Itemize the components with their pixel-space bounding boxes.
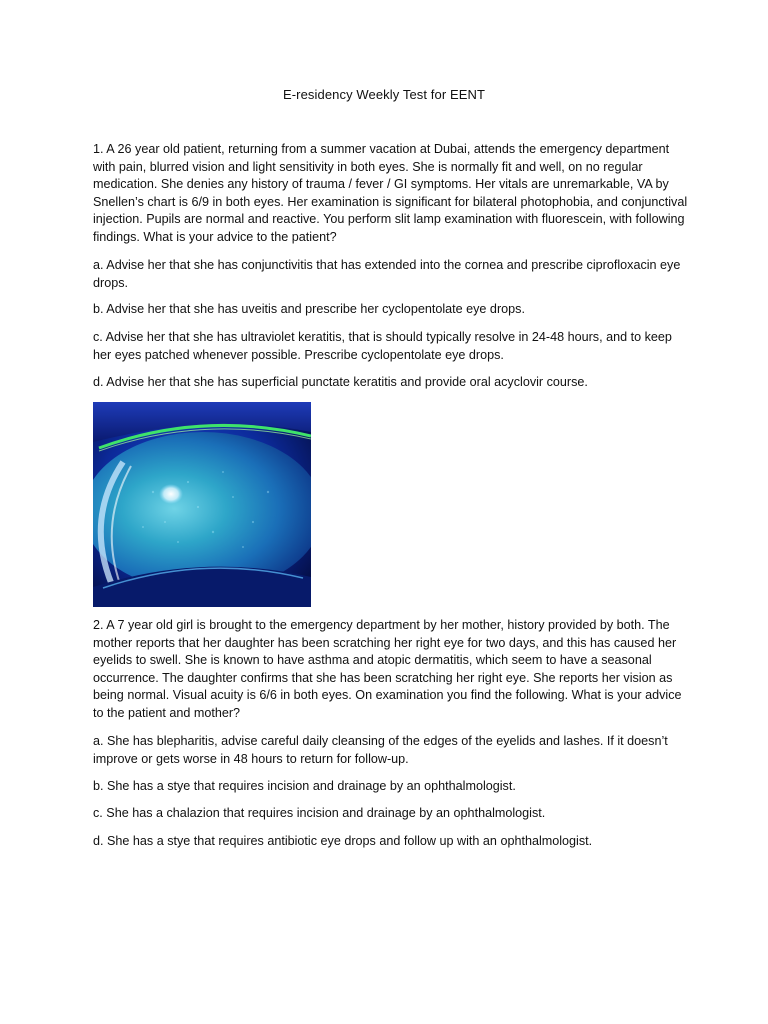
question-2-option-d: d. She has a stye that requires antibiotic eye drops and follow up with an ophthalmologist.	[93, 834, 593, 848]
question-1-option-a: a. Advise her that she has conjunctivitis that has extended into the cornea and prescribe ciprofloxacin eye drops.	[93, 258, 681, 290]
question-1-option-d: d. Advise her that she has superficial punctate keratitis and provide oral acyclovir course.	[93, 375, 588, 389]
slit-lamp-fluorescein-image	[93, 402, 311, 607]
question-2-option-b: b. She has a stye that requires incision and drainage by an ophthalmologist.	[93, 779, 516, 793]
question-2-stem: 2. A 7 year old girl is brought to the emergency department by her mother, history provided by both. The mother reports that her daughter has been scratching her right eye for two days, and this has caused her eyelids to swell. She is known to have asthma and atopic dermatitis, which seem to have a seasonal occurrence. The daughter confirms that she has been scratching her right eye. She reports her vision as being normal. Visual acuity is 6/6 in both eyes. On examination you find the following. What is your advice to the patient and mother?	[93, 618, 682, 720]
question-2-option-a: a. She has blepharitis, advise careful daily cleansing of the edges of the eyelids and lashes. If it doesn’t improve or gets worse in 48 hours to return for follow-up.	[93, 734, 668, 766]
document-title: E-residency Weekly Test for EENT	[282, 87, 486, 102]
question-2-option-c: c. She has a chalazion that requires incision and drainage by an ophthalmologist.	[93, 806, 546, 820]
question-1-option-b: b. Advise her that she has uveitis and prescribe her cyclopentolate eye drops.	[93, 302, 525, 316]
question-1-stem: 1. A 26 year old patient, returning from a summer vacation at Dubai, attends the emergency department with pain, blurred vision and light sensitivity in both eyes. She is normally fit and well, on no regular medication. She denies any history of trauma / fever / GI symptoms. Her vitals are unremarkable, VA by Snellen’s chart is 6/9 in both eyes. Her examination is significant for bilateral photophobia, and conjunctival injection. Pupils are normal and reactive. You perform slit lamp examination with fluorescein, with following findings. What is your advice to the patient?	[93, 142, 688, 244]
question-1-option-c: c. Advise her that she has ultraviolet keratitis, that is should typically resolve in 24-48 hours, and to keep her eyes patched whenever possible. Prescribe cyclopentolate eye drops.	[93, 330, 672, 362]
